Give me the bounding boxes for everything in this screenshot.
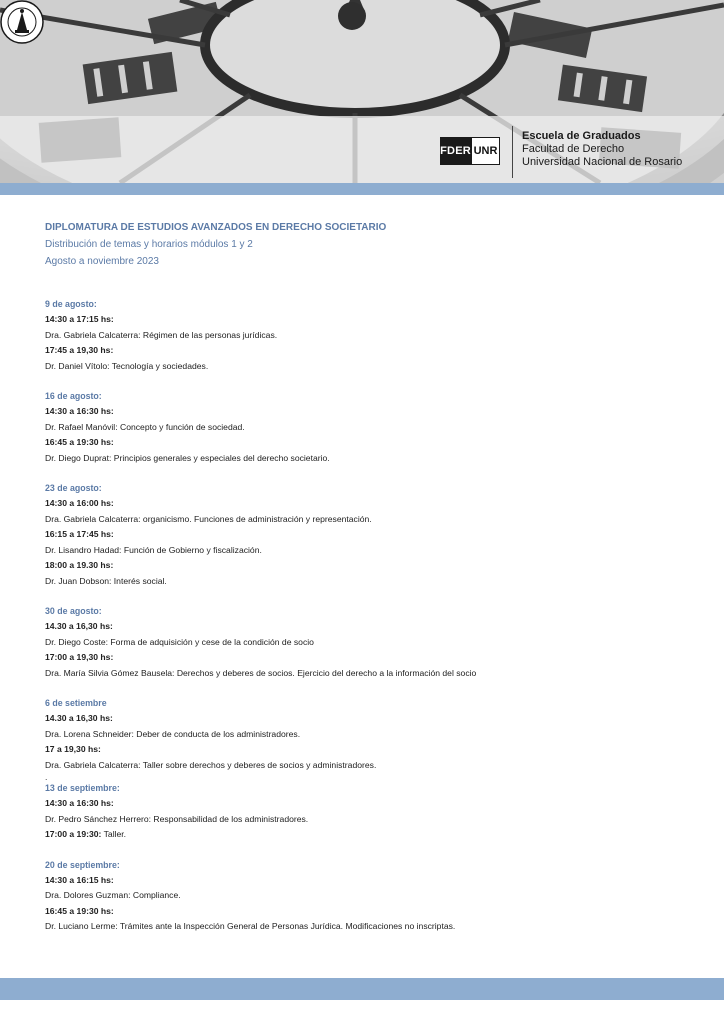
slot-time: 17:45 a 19,30 hs: [45,345,114,356]
session-date: 23 de agosto: [45,483,102,494]
unr-logo-text: UNR [471,137,500,165]
header-accent-bar [0,183,724,195]
slot-time: 14:30 a 16:15 hs: [45,875,114,885]
institution-faculty: Facultad de Derecho [522,143,625,155]
slot-topic: Dr. Diego Coste: Forma de adquisición y cese de la condición de socio [45,636,314,647]
header-banner [0,0,724,183]
slot-topic: Dr. Luciano Lerme: Trámites ante la Inspección General de Personas Jurídica. Modificaciones no inscriptas. [45,921,456,932]
logo-divider [512,126,513,178]
slot-topic: Dr. Diego Duprat: Principios generales y especiales del derecho societario. [45,452,330,463]
session-date: 16 de agosto: [45,391,102,402]
slot-topic: Dra. Dolores Guzman: Compliance. [45,890,181,901]
session-date: 20 de septiembre: [45,859,120,870]
session-block [45,297,685,374]
slot-time: 17:00 a 19:30: [45,829,102,840]
slot-time: 14:30 a 16:30 hs: [45,406,114,417]
slot-topic: Dra. Gabriela Calcaterra: Régimen de las personas jurídicas. [45,329,278,340]
session-date: 6 de setiembre [45,697,107,708]
slot-time: 14:30 a 17:15 hs: [45,314,114,325]
footer-accent-bar [0,978,724,1000]
session-date: 30 de agosto: [45,605,102,616]
session-block [45,389,685,466]
session-date: 13 de septiembre: [45,782,120,793]
slot-topic: Dr. Daniel Vítolo: Tecnología y sociedades. [45,360,209,371]
institution-block [522,130,682,169]
fder-unr-logo [440,137,500,165]
slot-topic: Dr. Juan Dobson: Interés social. [45,575,167,586]
slot-topic: Taller. [101,829,127,840]
slot-topic: Dra. María Silvia Gómez Bausela: Derechos y deberes de socios. Ejercicio del derecho a la información del socio [45,667,477,678]
session-date: 9 de agosto: [45,299,97,309]
slot-time: 14:30 a 16:30 hs: [45,798,114,809]
session-block [45,781,685,843]
slot-time-topic [45,827,685,842]
slot-time: 14.30 a 16,30 hs: [45,621,113,632]
slot-topic: Dr. Lisandro Hadad: Función de Gobierno y fiscalización. [45,544,262,555]
session-block [45,858,685,935]
session-block [45,604,685,681]
stray-period: . [45,771,48,782]
slot-time: 17 a 19,30 hs: [45,744,101,755]
slot-topic: Dra. Lorena Schneider: Deber de conducta de los administradores. [45,728,301,739]
slot-time: 14.30 a 16,30 hs: [45,713,113,724]
slot-time: 18:00 a 19.30 hs: [45,560,114,571]
slot-topic: Dra. Gabriela Calcaterra: organicismo. Funciones de administración y representación. [45,513,372,524]
slot-time: 17:00 a 19,30 hs: [45,652,114,663]
document-title: DIPLOMATURA DE ESTUDIOS AVANZADOS EN DERECHO SOCIETARIO [45,222,387,233]
institution-school: Escuela de Graduados [522,130,641,142]
slot-time: 16:15 a 17:45 hs: [45,529,114,540]
session-block [45,696,685,781]
schedule-list [45,297,685,935]
fder-logo-text: FDER [440,137,471,165]
document-subtitle: Distribución de temas y horarios módulos 1 y 2 [45,239,253,250]
university-seal-icon [0,0,44,44]
session-block [45,481,685,589]
institution-university: Universidad Nacional de Rosario [522,156,683,168]
document-body [45,219,685,950]
slot-topic: Dr. Rafael Manóvil: Concepto y función de sociedad. [45,421,245,432]
slot-time: 16:45 a 19:30 hs: [45,437,114,448]
slot-time: 14:30 a 16:00 hs: [45,498,114,509]
document-period: Agosto a noviembre 2023 [45,256,159,267]
slot-topic: Dra. Gabriela Calcaterra: Taller sobre derechos y deberes de socios y administradores. [45,759,377,770]
slot-time: 16:45 a 19:30 hs: [45,905,114,916]
slot-topic: Dr. Pedro Sánchez Herrero: Responsabilidad de los administradores. [45,813,309,824]
